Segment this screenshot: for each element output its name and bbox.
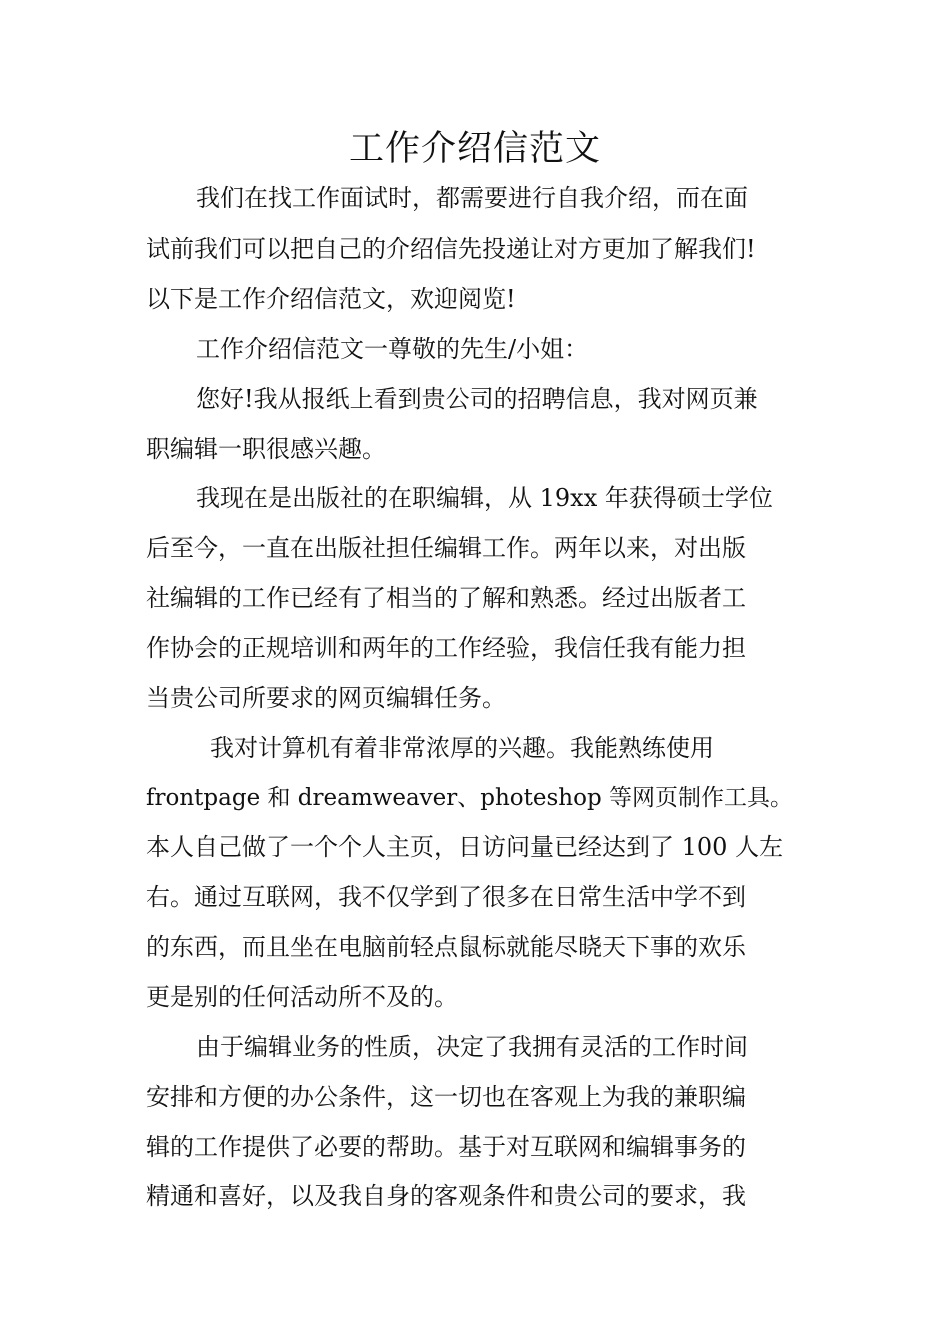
body-line: 更是别的任何活动所不及的。 [146,983,458,1011]
body-line: 我们在找工作面试时，都需要进行自我介绍，而在面 [196,184,748,212]
body-line: 以下是工作介绍信范文，欢迎阅览! [146,285,516,313]
document-title: 工作介绍信范文 [348,129,601,169]
body-line: 您好!我从报纸上看到贵公司的招聘信息，我对网页兼 [196,385,758,413]
body-line: 辑的工作提供了必要的帮助。基于对互联网和编辑事务的 [146,1133,746,1161]
body-line: 精通和喜好，以及我自身的客观条件和贵公司的要求，我 [146,1182,746,1210]
body-line: 试前我们可以把自己的介绍信先投递让对方更加了解我们! [146,235,756,263]
body-line: 职编辑一职很感兴趣。 [146,435,386,463]
body-line: frontpage 和 dreamweaver、photeshop 等网页制作工具。 [146,785,793,811]
body-line: 作协会的正规培训和两年的工作经验，我信任我有能力担 [146,634,746,662]
body-line: 本人自己做了一个个人主页，日访问量已经达到了 100 人左 [146,833,784,861]
body-line: 当贵公司所要求的网页编辑任务。 [146,684,506,712]
body-line: 后至今，一直在出版社担任编辑工作。两年以来，对出版 [146,534,746,562]
body-line: 社编辑的工作已经有了相当的了解和熟悉。经过出版者工 [146,584,746,612]
body-line: 工作介绍信范文一尊敬的先生/小姐： [196,335,589,363]
body-line: 我现在是出版社的在职编辑，从 19xx 年获得硕士学位 [196,484,773,512]
body-line: 右。通过互联网，我不仅学到了很多在日常生活中学不到 [146,883,746,911]
body-line: 由于编辑业务的性质，决定了我拥有灵活的工作时间 [196,1033,748,1061]
body-line: 的东西，而且坐在电脑前轻点鼠标就能尽晓天下事的欢乐 [146,933,746,961]
body-line: 我对计算机有着非常浓厚的兴趣。我能熟练使用 [210,734,714,762]
body-line: 安排和方便的办公条件，这一切也在客观上为我的兼职编 [146,1083,746,1111]
